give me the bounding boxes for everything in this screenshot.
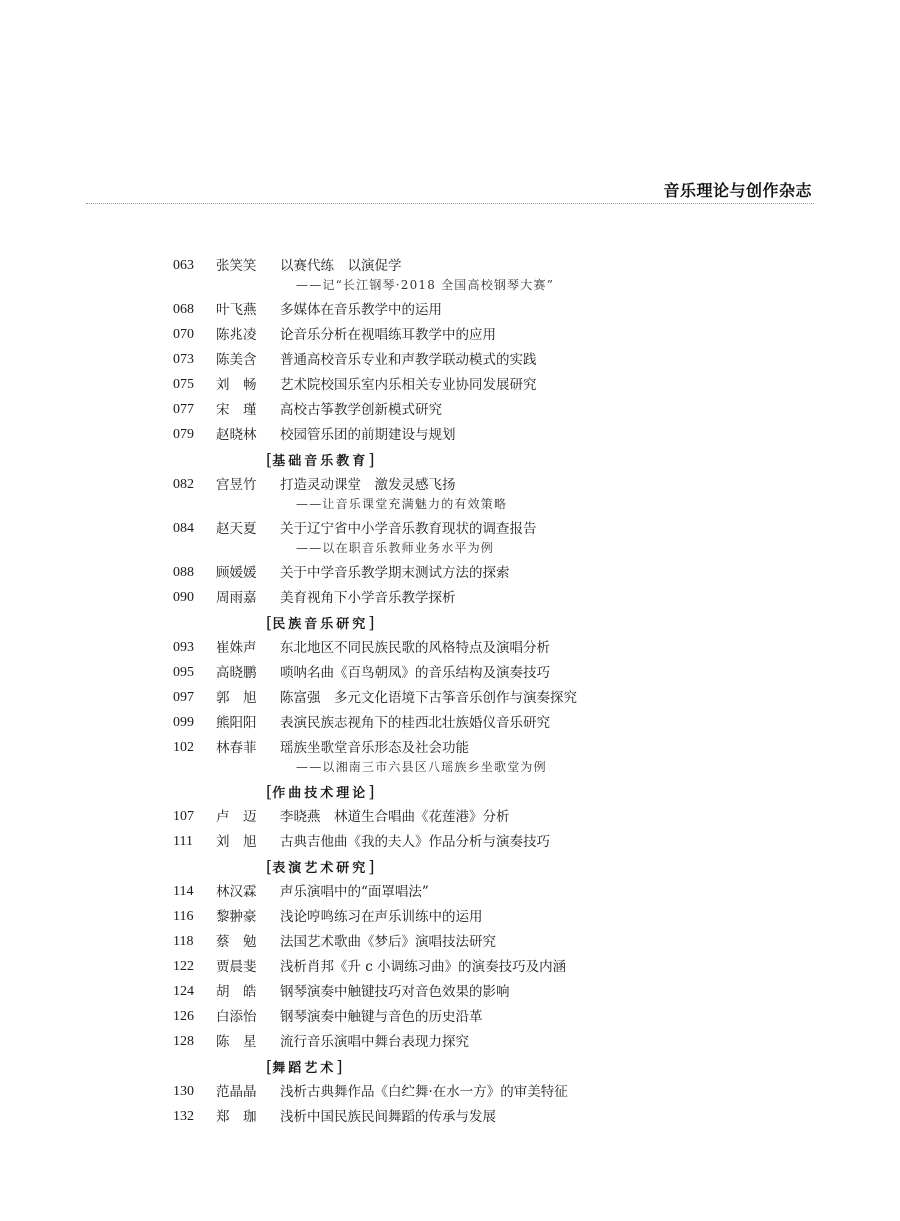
article-title: 钢琴演奏中触键与音色的历史沿革: [280, 1009, 483, 1025]
author-name: 张笑笑: [216, 258, 257, 274]
section-title: 舞蹈艺术: [272, 1061, 337, 1076]
toc-entry: [0, 1107, 900, 1127]
article-title: 瑶族坐歌堂音乐形态及社会功能: [280, 740, 469, 756]
article-title: 法国艺术歌曲《梦后》演唱技法研究: [280, 934, 496, 950]
page-number: 063: [173, 258, 194, 273]
author-name: 陈兆凌: [216, 327, 257, 343]
author-name: 陈 星: [216, 1034, 257, 1050]
page-number: 132: [173, 1109, 194, 1124]
toc-entry-subtitle-row: [0, 494, 900, 514]
page-number: 122: [173, 959, 194, 974]
section-heading-label: [266, 613, 375, 635]
page-number: 093: [173, 640, 194, 655]
toc-entry: [0, 832, 900, 852]
author-name: 宫昱竹: [216, 477, 257, 493]
toc-entry: [0, 982, 900, 1002]
left-bracket-icon: [: [266, 782, 273, 801]
page-number: 075: [173, 377, 194, 392]
toc-entry: [0, 325, 900, 345]
author-name: 周雨嘉: [216, 590, 257, 606]
page-number: 114: [173, 884, 194, 899]
section-title: 民族音乐研究: [272, 617, 369, 632]
article-subtitle: ——记“长江钢琴·2018 全国高校钢琴大赛”: [296, 278, 555, 292]
toc-entry: [0, 350, 900, 370]
section-heading: [0, 1057, 900, 1077]
right-bracket-icon: ]: [368, 613, 375, 632]
toc-entry: [0, 1082, 900, 1102]
author-name: 赵天夏: [216, 521, 257, 537]
author-name: 卢 迈: [216, 809, 257, 825]
left-bracket-icon: [: [266, 613, 273, 632]
article-title: 流行音乐演唱中舞台表现力探究: [280, 1034, 469, 1050]
page-number: 111: [173, 834, 193, 849]
page-number: 079: [173, 427, 194, 442]
author-name: 熊阳阳: [216, 715, 257, 731]
page-number: 088: [173, 565, 194, 580]
toc-entry: [0, 519, 900, 539]
page-number: 073: [173, 352, 194, 367]
section-title: 作曲技术理论: [272, 786, 369, 801]
page-number: 116: [173, 909, 194, 924]
page-number: 099: [173, 715, 194, 730]
article-title: 古典吉他曲《我的夫人》作品分析与演奏技巧: [280, 834, 550, 850]
article-title: 以赛代练 以演促学: [280, 258, 402, 274]
article-title: 浅析古典舞作品《白纻舞·在水一方》的审美特征: [280, 1084, 568, 1100]
toc-entry: [0, 882, 900, 902]
toc-entry: [0, 957, 900, 977]
journal-title: 音乐理论与创作杂志: [663, 181, 812, 200]
page-number: 084: [173, 521, 194, 536]
article-title: 校园管乐团的前期建设与规划: [280, 427, 456, 443]
article-subtitle: ——让音乐课堂充满魅力的有效策略: [296, 497, 508, 511]
toc-entry: [0, 256, 900, 276]
toc-entry: [0, 663, 900, 683]
section-heading: [0, 857, 900, 877]
toc-entry: [0, 300, 900, 320]
toc-entry-subtitle-row: [0, 757, 900, 777]
article-title: 声乐演唱中的“面罩唱法”: [280, 884, 429, 900]
section-heading-label: [266, 782, 375, 804]
right-bracket-icon: ]: [368, 782, 375, 801]
page-number: 107: [173, 809, 194, 824]
toc-entry: [0, 563, 900, 583]
article-title: 艺术院校国乐室内乐相关专业协同发展研究: [280, 377, 537, 393]
toc-entry: [0, 738, 900, 758]
article-subtitle: ——以在职音乐教师业务水平为例: [296, 541, 495, 555]
article-title: 关于中学音乐教学期末测试方法的探索: [280, 565, 510, 581]
article-title: 多媒体在音乐教学中的运用: [280, 302, 442, 318]
page-number: 095: [173, 665, 194, 680]
section-heading-label: [266, 1057, 343, 1079]
author-name: 宋 瑾: [216, 402, 257, 418]
toc-entry: [0, 375, 900, 395]
author-name: 赵晓林: [216, 427, 257, 443]
author-name: 刘 畅: [216, 377, 257, 393]
article-title: 论音乐分析在视唱练耳教学中的应用: [280, 327, 496, 343]
author-name: 范晶晶: [216, 1084, 257, 1100]
article-title: 美育视角下小学音乐教学探析: [280, 590, 456, 606]
toc-entry-subtitle-row: [0, 275, 900, 295]
section-title: 表演艺术研究: [272, 861, 369, 876]
toc-entry: [0, 588, 900, 608]
author-name: 黎翀豪: [216, 909, 257, 925]
author-name: 郑 珈: [216, 1109, 257, 1125]
page-number: 082: [173, 477, 194, 492]
left-bracket-icon: [: [266, 450, 273, 469]
article-title: 打造灵动课堂 激发灵感飞扬: [280, 477, 456, 493]
article-title: 关于辽宁省中小学音乐教育现状的调查报告: [280, 521, 537, 537]
article-title: 高校古筝教学创新模式研究: [280, 402, 442, 418]
right-bracket-icon: ]: [336, 1057, 343, 1076]
page-number: 068: [173, 302, 194, 317]
article-subtitle: ——以湘南三市六县区八瑶族乡坐歌堂为例: [296, 760, 547, 774]
article-title: 李晓燕 林道生合唱曲《花莲港》分析: [280, 809, 510, 825]
author-name: 白添怡: [216, 1009, 257, 1025]
toc-entry: [0, 1032, 900, 1052]
right-bracket-icon: ]: [368, 450, 375, 469]
author-name: 林春菲: [216, 740, 257, 756]
page-number: 124: [173, 984, 194, 999]
right-bracket-icon: ]: [368, 857, 375, 876]
author-name: 崔姝声: [216, 640, 257, 656]
toc-entry: [0, 688, 900, 708]
section-title: 基础音乐教育: [272, 454, 369, 469]
toc-entry: [0, 400, 900, 420]
page-number: 128: [173, 1034, 194, 1049]
toc-entry: [0, 425, 900, 445]
article-title: 表演民族志视角下的桂西北壮族婚仪音乐研究: [280, 715, 550, 731]
toc-entry: [0, 807, 900, 827]
page-number: 097: [173, 690, 194, 705]
article-title: 浅析肖邦《升 c 小调练习曲》的演奏技巧及内涵: [280, 959, 567, 975]
author-name: 高晓鹏: [216, 665, 257, 681]
author-name: 刘 旭: [216, 834, 257, 850]
toc-entry: [0, 713, 900, 733]
toc-entry: [0, 907, 900, 927]
page-number: 118: [173, 934, 194, 949]
section-heading: [0, 613, 900, 633]
article-title: 东北地区不同民族民歌的风格特点及演唱分析: [280, 640, 550, 656]
article-title: 普通高校音乐专业和声教学联动模式的实践: [280, 352, 537, 368]
author-name: 郭 旭: [216, 690, 257, 706]
article-title: 唢呐名曲《百鸟朝凤》的音乐结构及演奏技巧: [280, 665, 550, 681]
author-name: 林汉霖: [216, 884, 257, 900]
author-name: 蔡 勉: [216, 934, 257, 950]
toc-entry-subtitle-row: [0, 538, 900, 558]
left-bracket-icon: [: [266, 857, 273, 876]
author-name: 叶飞燕: [216, 302, 257, 318]
article-title: 浅析中国民族民间舞蹈的传承与发展: [280, 1109, 496, 1125]
left-bracket-icon: [: [266, 1057, 273, 1076]
page-number: 130: [173, 1084, 194, 1099]
toc-entry: [0, 475, 900, 495]
section-heading-label: [266, 857, 375, 879]
author-name: 陈美含: [216, 352, 257, 368]
page-number: 090: [173, 590, 194, 605]
page-number: 102: [173, 740, 194, 755]
article-title: 浅论哼鸣练习在声乐训练中的运用: [280, 909, 483, 925]
author-name: 胡 皓: [216, 984, 257, 1000]
section-heading-label: [266, 450, 375, 472]
page-number: 126: [173, 1009, 194, 1024]
article-title: 钢琴演奏中触键技巧对音色效果的影响: [280, 984, 510, 1000]
toc-entry: [0, 932, 900, 952]
section-heading: [0, 450, 900, 470]
page-number: 070: [173, 327, 194, 342]
author-name: 顾媛媛: [216, 565, 257, 581]
article-title: 陈富强 多元文化语境下古筝音乐创作与演奏探究: [280, 690, 577, 706]
toc-entry: [0, 1007, 900, 1027]
author-name: 贾晨斐: [216, 959, 257, 975]
toc-entry: [0, 638, 900, 658]
section-heading: [0, 782, 900, 802]
page-number: 077: [173, 402, 194, 417]
